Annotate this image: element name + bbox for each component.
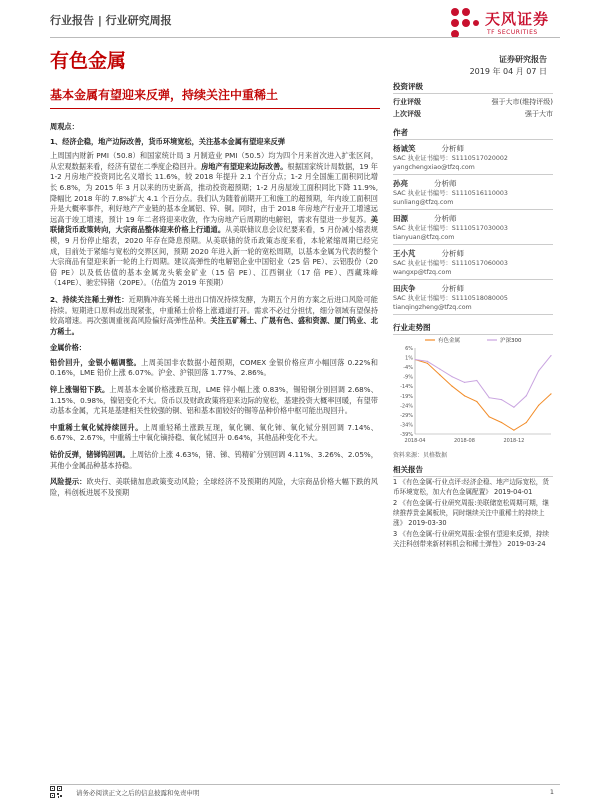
para1-a: 上周国内财新 PMI（50.8）和国家统计局 3 月制造业 PMI（50.5）均为四个月来首次进入扩张区间，从宏观数据来看，经济有望在二季度企稳回升。 (50, 151, 378, 171)
analyst (393, 249, 553, 280)
rating-header: 投资评级 (393, 80, 553, 94)
analyst-name-text: 王小芃 (393, 249, 416, 258)
chart-legend-label: 有色金属 (438, 338, 461, 344)
analyst-sac: SAC 执业证书编号：S1110516110003 (393, 190, 508, 197)
metals-item-2-text: 上周基本金属价格涨跌互现，LME 锌小幅上涨 0.83%，锡铅铜分别回调 2.68%、1.15%、0.98%，镍铝变化不大。货币以及财政政策将迎来边际的宽松，基建投资大概率回暖，有望带动基本金属，尤其是基建相关性较强的铜、铝和基本面较好的锡等品种价格中枢可能出现回升。 (50, 385, 378, 416)
chart-data-point (513, 407, 514, 408)
section-1-paragraph (50, 151, 378, 289)
risk-text: 欧央行、美联储加息政策变动风险；全球经济不及预期的风险，大宗商品价格大幅下跌的风险，科创板进展不及预期 (50, 477, 378, 497)
chart-y-tick-label: -4% (403, 365, 413, 372)
analyst (393, 284, 553, 315)
analyst-name (393, 249, 553, 259)
analyst-name-text: 田庆争 (393, 284, 416, 293)
chart-series-line (415, 360, 551, 431)
related-report-item[interactable]: 2 《有色金属-行业研究周报:美联储宽松周期可期，继续推荐贵金属板块，同时继续关注中重稀土的持续上涨》 2019-03-30 (393, 499, 549, 527)
prev-rating-value: 强于大市 (525, 110, 553, 118)
footer-divider (50, 784, 560, 785)
analyst (393, 144, 553, 175)
para1-bold2: 美联储货币政策转向，大宗商品整体迎来价格上行通道。 (50, 214, 378, 235)
section-2-paragraph (50, 295, 378, 337)
chart-data-point (501, 422, 502, 423)
prev-rating-label: 上次评级 (393, 110, 421, 118)
analyst-name-text: 孙亮 (393, 179, 408, 188)
analyst-role: 分析师 (441, 249, 464, 258)
analyst-name-text: 杨诚笑 (393, 144, 416, 153)
para1-bold: 房地产有望迎来边际改善。 (201, 161, 288, 171)
analyst-sac: SAC 执业证书编号：S1110517020002 (393, 155, 508, 162)
chart-data-point (414, 359, 415, 360)
chart-data-point (501, 399, 502, 400)
chart-data-point (427, 361, 428, 362)
analyst-name (393, 179, 553, 189)
authors-list (393, 144, 553, 315)
chart-data-point (439, 374, 440, 375)
rating-row (393, 96, 553, 108)
title-divider (50, 108, 380, 109)
chart-source: 资料来源：贝格数据 (393, 452, 448, 459)
related-report-item[interactable]: 1 《有色金属-行业点评:经济企稳、地产边际宽松，货币环境宽松，加大有色金属配置》 2019-04-01 (393, 478, 549, 496)
metals-item-3 (50, 423, 378, 444)
metals-item-2-lead: 锌上涨锡铅下跌。 (50, 385, 110, 395)
chart-y-tick-label: -24% (400, 403, 413, 410)
analyst-email[interactable]: yangchengxiao@tfzq.com (393, 164, 475, 171)
chart-data-point (538, 405, 539, 406)
analyst-divider (393, 209, 553, 210)
metals-item-4 (50, 450, 378, 471)
report-title: 基本金属有望迎来反弹，持续关注中重稀土 (50, 88, 279, 102)
header-divider (50, 37, 560, 38)
chart-data-point (476, 380, 477, 381)
page-number: 1 (549, 788, 554, 796)
analyst-sac: SAC 执业证书编号：S1110517060003 (393, 260, 508, 267)
chart-data-point (464, 382, 465, 383)
analyst-role: 分析师 (441, 144, 464, 153)
chart-x-tick-label: 2018-08 (454, 438, 475, 444)
brand-name: 天风证券 (485, 10, 550, 28)
metals-item-1 (50, 358, 378, 379)
chart-data-point (427, 363, 428, 364)
chart-data-point (538, 370, 539, 371)
risk-note (50, 477, 378, 498)
chart-y-tick-label: -19% (400, 393, 413, 400)
analyst-role: 分析师 (441, 284, 464, 293)
chart-y-tick-label: -14% (400, 384, 413, 391)
metals-item-2 (50, 385, 378, 417)
chart-y-tick-label: -34% (400, 422, 413, 429)
chart-data-point (550, 355, 551, 356)
analyst-name (393, 214, 553, 224)
section-1-heading: 1、经济企稳，地产边际改善，货币环境宽松，关注基本金属有望迎来反弹 (50, 136, 286, 146)
rating-value: 强于大市(维持评级) (491, 98, 553, 106)
analyst (393, 179, 553, 210)
chart-data-point (464, 395, 465, 396)
para1-b: 根据国家统计局数据，19 年 1-2 月房地产投资同比名义增长 11.6%，较 2018 年提升 2.1 个百分点；1-2 月全国施工面积同比增长 6.8%，为 2015 年 3 月以来的历史新高，推动投资超预期；1-2 月房屋竣工面积同比下降 11.9%,降幅比 2018 年的 7.8%扩大 4.1 个百分点。我们认为随着前期开工和施工的超预期，年内竣工面积回升是大概率事件，利好地产产业链的基本金属铝、锌、铜。同时，由于 2018 年房地产行业开工增速远远高于竣工增速，预计 19 年二者将迎来收敛，作为房地产后周期的电解铝，需求有望进一步复苏。 (50, 161, 378, 224)
analyst-divider (393, 174, 553, 175)
report-type: 证券研究报告 (499, 55, 547, 64)
analyst-email[interactable]: tianyuan@tfzq.com (393, 234, 455, 241)
chart-x-tick-label: 2018-12 (503, 438, 525, 444)
para2-a: 近期腾冲海关稀土进出口情况持续发酵，为期五个月的方案之后进口风险可能持续。短期进口原料或出现紧张，中重稀土价格上涨通道打开。需求不必过分担忧，细分领域有望保持较高增速。再次强调重视高风险偏好高弹性品种。 (50, 294, 378, 326)
section-2-heading: 2、持续关注稀土弹性： (50, 294, 129, 304)
metals-item-4-text: 上周钴价上涨 4.63%，锗、锑、钨精矿分别回调 4.11%、3.26%、2.05%，其他小金属品种基本持稳。 (50, 450, 378, 470)
brand-logo-icon (447, 6, 481, 40)
analyst-role: 分析师 (434, 179, 457, 188)
chart-y-tick-label: -9% (403, 374, 413, 381)
sector-title: 有色金属 (50, 50, 127, 72)
para1-c: 从美联储议息会议纪要来看，5 月份减小缩表规模，9 月份停止缩表，2020 年存在降息预期。从美联储的货币政策态度来看，本轮紧缩周期已经完成，目前处于紧缩与宽松的交界区间，预期 2020 年进入新一轮的宽松周期，以基本金属为代表的整个大宗商品有望迎来新一轮的上行周期。建议高弹性的电解铝企业中国铝业（25 倍 PE）、云铝股份（20 倍 PE）以及低估值的基本金属龙头紫金矿业（15 倍 PE）、江西铜业（17 倍 PE）、西藏珠峰（14PE）、驰宏锌锗（20PE）。（估值为 2019 年预期） (50, 225, 378, 288)
analyst-sac: SAC 执业证书编号：S1110517030003 (393, 225, 508, 232)
brand-name-en: TF SECURITIES (487, 29, 538, 36)
analyst-divider (393, 244, 553, 245)
analyst-divider (393, 279, 553, 280)
metals-item-4-lead: 钴价反弹，锗锑钨回调。 (50, 450, 130, 460)
analyst-name (393, 284, 553, 294)
chart-y-tick-label: 6% (405, 346, 413, 352)
metals-item-1-lead: 铅价回升，金银小幅调整。 (50, 357, 142, 367)
analyst-name-text: 田源 (393, 214, 408, 223)
analyst-name (393, 144, 553, 154)
chart-data-point (489, 416, 490, 417)
trend-chart-title: 行业走势图 (393, 322, 553, 335)
analyst-email[interactable]: tianqingzheng@tfzq.com (393, 304, 472, 311)
related-reports-header: 相关报告 (393, 464, 553, 477)
sidebar (393, 80, 553, 318)
analyst-divider (393, 314, 553, 315)
main-content (50, 122, 378, 504)
chart-y-tick-label: -39% (400, 432, 413, 438)
analyst-email[interactable]: sunliang@tfzq.com (393, 199, 454, 206)
weekly-view-heading: 周观点： (50, 122, 79, 131)
chart-data-point (513, 430, 514, 431)
rating-label: 行业评级 (393, 98, 421, 106)
analyst (393, 214, 553, 245)
chart-data-point (489, 397, 490, 398)
report-date: 2019 年 04 月 07 日 (469, 67, 547, 76)
chart-data-point (476, 401, 477, 402)
authors-header: 作者 (393, 126, 553, 140)
metals-heading: 金属价格： (50, 343, 86, 353)
chart-legend-label: 沪深300 (500, 338, 522, 344)
chart-data-point (550, 393, 551, 394)
qr-code-icon (50, 786, 62, 798)
analyst-role: 分析师 (434, 214, 457, 223)
chart-y-tick-label: 1% (405, 355, 413, 362)
metals-item-3-text: 上周重轻稀土涨跌互现，氧化镧、氧化铈、氧化铽分别回调 7.14%、6.67%、2.67%，中重稀土中氧化镝持稳、氧化铽回升 0.64%，其他品种变化不大。 (50, 422, 378, 443)
metals-item-1-text: 上周美国非农数据小超预期，COMEX 金银价格应声小幅回落 0.22%和 0.16%，LME 铅价上涨 6.07%。沪金、沪银回落 1.77%、2.86%。 (50, 357, 378, 378)
trend-chart (393, 334, 555, 449)
related-reports-list (393, 477, 553, 550)
chart-data-point (526, 395, 527, 396)
prev-rating-row (393, 108, 553, 120)
chart-data-point (451, 376, 452, 377)
risk-lead: 风险提示： (50, 477, 87, 487)
footer-disclaimer: 请务必阅读正文之后的信息披露和免责申明 (76, 789, 200, 797)
chart-series-line (415, 356, 551, 408)
analyst-email[interactable]: wangxp@tfzq.com (393, 269, 452, 276)
chart-data-point (526, 422, 527, 423)
para2-bold: 关注五矿稀土、广晟有色、盛和资源、厦门钨业、北方稀土。 (50, 316, 378, 336)
related-report-item[interactable]: 3 《有色金属-行业研究周报:金银有望迎来反弹，持续关注科创带来新材料机会和稀土弹性》 2019-03-24 (393, 530, 549, 548)
analyst-sac: SAC 执业证书编号：S1110518080005 (393, 295, 508, 302)
chart-x-tick-label: 2018-04 (404, 438, 426, 444)
report-category: 行业报告 | 行业研究周报 (50, 14, 172, 27)
chart-data-point (439, 368, 440, 369)
metals-item-3-lead: 中重稀土氧化铽持续回升。 (50, 422, 144, 432)
chart-y-tick-label: -29% (400, 412, 413, 419)
chart-data-point (451, 386, 452, 387)
